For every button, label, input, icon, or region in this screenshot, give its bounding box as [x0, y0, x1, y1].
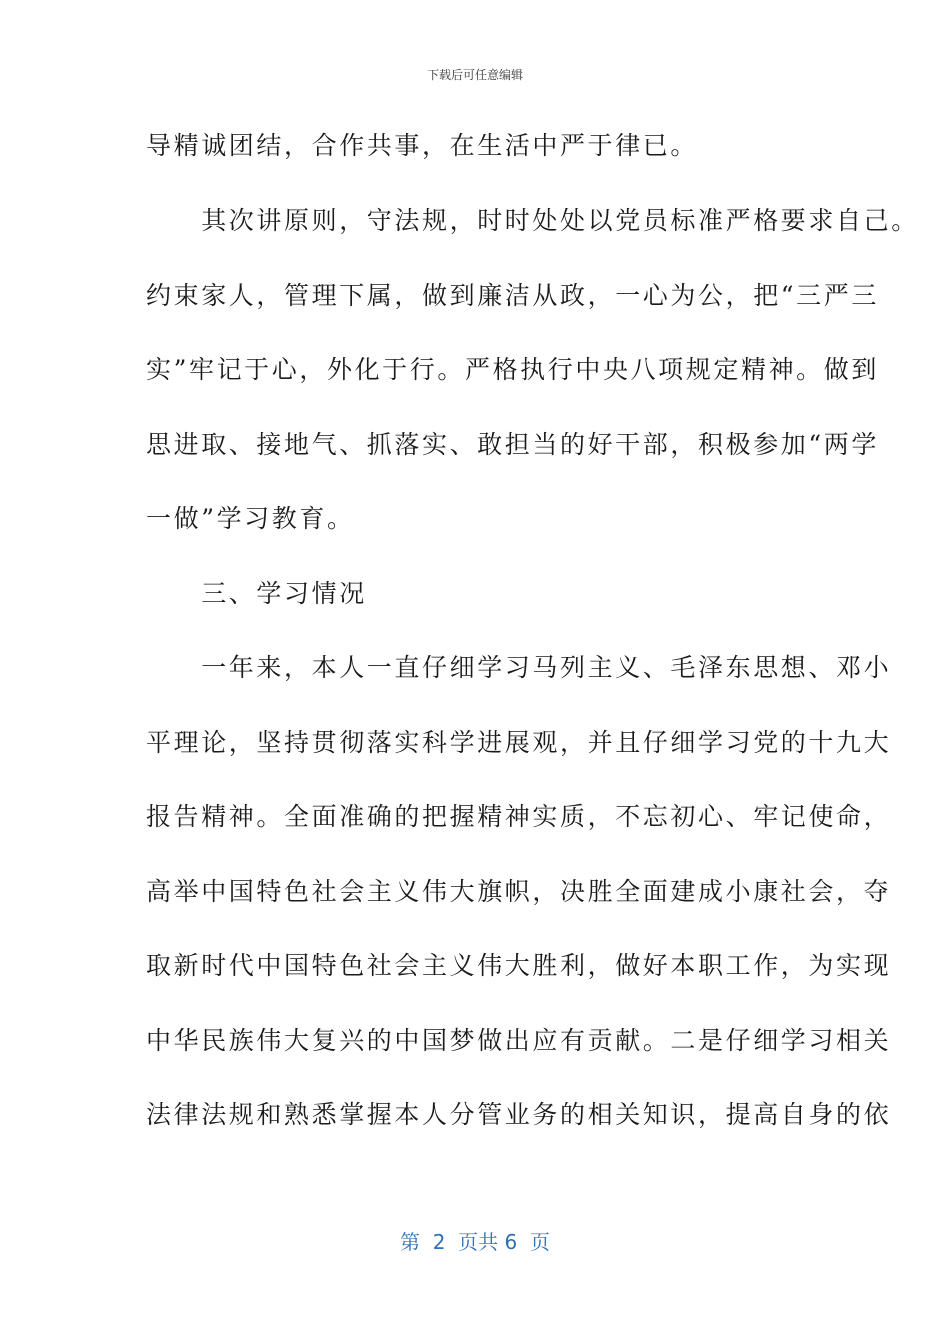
section-heading: 三、学习情况 — [146, 579, 367, 608]
text-line: 实”牢记于心，外化于行。严格执行中央八项规定精神。做到 — [146, 355, 879, 384]
page-number-footer: 第 2 页共 6 页 — [400, 1230, 550, 1254]
text-line: 报告精神。全面准确的把握精神实质，不忘初心、牢记使命， — [146, 802, 892, 831]
page-header-note: 下载后可任意编辑 — [426, 68, 523, 82]
text-line: 一做”学习教育。 — [146, 504, 355, 533]
text-line: 导精诚团结，合作共事，在生活中严于律已。 — [146, 131, 699, 160]
text-line: 中华民族伟大复兴的中国梦做出应有贡献。二是仔细学习相关 — [146, 1026, 892, 1055]
text-line: 取新时代中国特色社会主义伟大胜利，做好本职工作，为实现 — [146, 951, 892, 980]
text-line: 约束家人，管理下属，做到廉洁从政，一心为公，把“三严三 — [146, 281, 879, 310]
text-line: 思进取、接地气、抓落实、敢担当的好干部，积极参加“两学 — [146, 430, 879, 459]
text-line: 法律法规和熟悉掌握本人分管业务的相关知识，提高自身的依 — [146, 1100, 892, 1129]
text-line: 高举中国特色社会主义伟大旗帜，决胜全面建成小康社会，夺 — [146, 877, 892, 906]
text-line: 一年来，本人一直仔细学习马列主义、毛泽东思想、邓小 — [146, 653, 892, 682]
text-line: 平理论，坚持贯彻落实科学进展观，并且仔细学习党的十九大 — [146, 728, 892, 757]
text-line: 其次讲原则，守法规，时时处处以党员标准严格要求自己。 — [146, 206, 919, 235]
